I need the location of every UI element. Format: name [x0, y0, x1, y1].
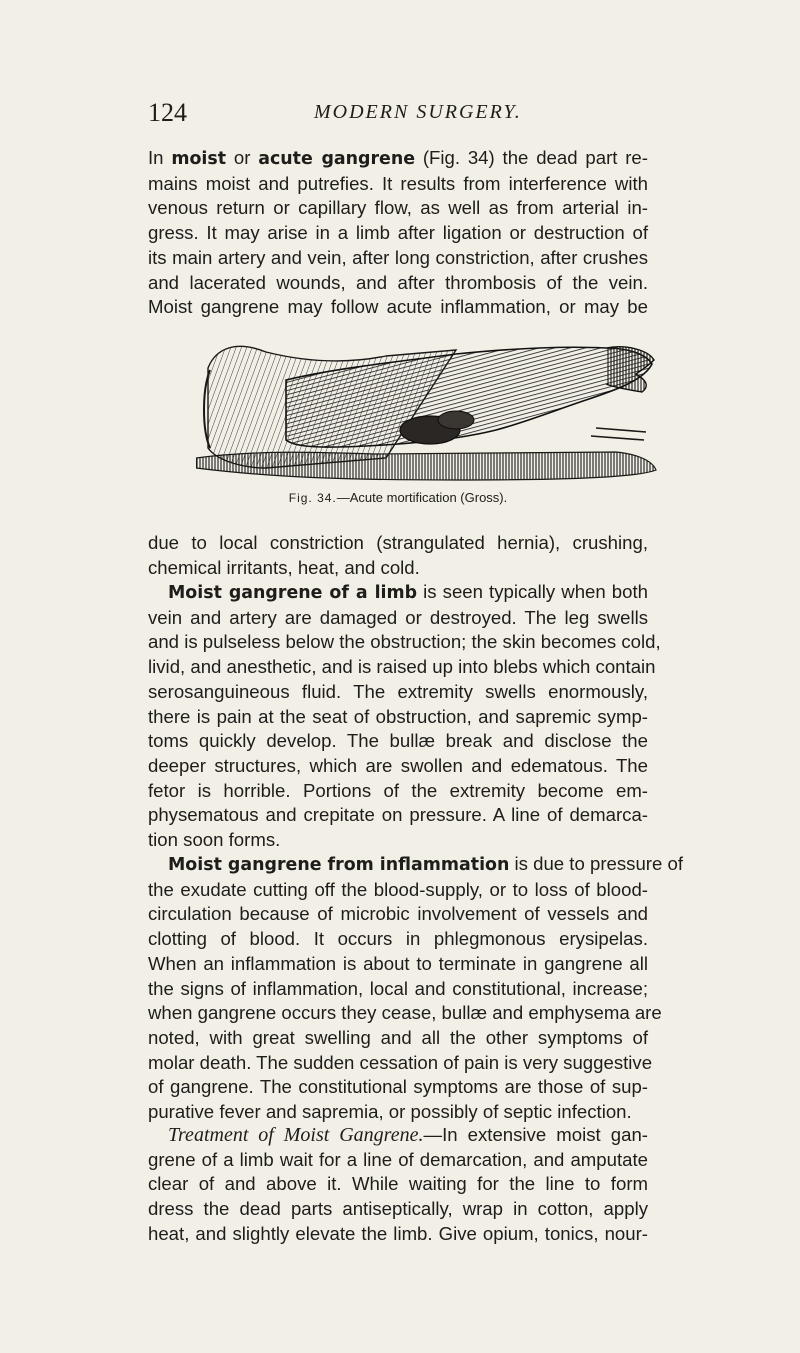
paragraph-moist-gangrene-intro [148, 146, 648, 320]
text-line: clotting of blood. It occurs in phlegmonous erysipelas. [148, 928, 648, 950]
text-line: Moist gangrene of a limb is seen typically when both [168, 581, 648, 603]
bleb-shape [438, 411, 474, 429]
text-line: clear of and above it. While waiting for the line to form [148, 1173, 648, 1195]
paragraph-treatment [148, 1123, 648, 1247]
text-line: Treatment of Moist Gangrene.—In extensive moist gan- [168, 1124, 648, 1146]
text-line: toms quickly develop. The bullæ break and disclose the [148, 730, 648, 752]
text-line: when gangrene occurs they cease, bullæ and emphysema are [148, 1002, 662, 1024]
text-line: noted, with great swelling and all the other symptoms of [148, 1026, 648, 1048]
text-line: chemical irritants, heat, and cold. [148, 556, 420, 578]
text-line: of gangrene. The constitutional symptoms are those of sup- [148, 1076, 648, 1098]
text-line: purative fever and sapremia, or possibly of septic infection. [148, 1101, 632, 1123]
text-line: deeper structures, which are swollen and edematous. The [148, 754, 648, 776]
text-line: and lacerated wounds, and after thrombosis of the vein. [148, 271, 648, 293]
text-line: molar death. The sudden cessation of pain is very suggestive [148, 1051, 653, 1073]
heel-line [596, 428, 646, 432]
text-line: the exudate cutting off the blood-supply, or to loss of blood- [148, 878, 648, 900]
text-line: gress. It may arise in a limb after ligation or destruction of [148, 222, 648, 244]
text-line: mains moist and putrefies. It results from interference with [148, 172, 648, 194]
text-line: serosanguineous fluid. The extremity swells enormously, [148, 680, 648, 702]
text-line: there is pain at the seat of obstruction, and sapremic symp- [148, 705, 648, 727]
text-line: Moist gangrene may follow acute inflammation, or may be [148, 296, 648, 318]
text-line: vein and artery are damaged or destroyed. The leg swells [148, 606, 648, 628]
sheet-shape [196, 452, 656, 480]
figure-label: Fig. 34. [288, 491, 337, 505]
page-number: 124 [148, 98, 187, 127]
paragraph-moist-gangrene-limb [148, 580, 661, 853]
text-line: heat, and slightly elevate the limb. Give opium, tonics, nour- [148, 1222, 648, 1244]
text-line: dress the dead parts antiseptically, wrap in cotton, apply [148, 1198, 648, 1220]
text-line: venous return or capillary flow, as well as from arterial in- [148, 197, 648, 219]
text-line: the signs of inflammation, local and constitutional, increase; [148, 977, 648, 999]
text-line: physematous and crepitate on pressure. A line of demarca- [148, 804, 648, 826]
italic-heading: Treatment of Moist Gangrene. [168, 1124, 424, 1146]
text-line: Moist gangrene from inflammation is due to pressure of [168, 853, 683, 875]
page-header [148, 98, 648, 138]
text-line: livid, and anesthetic, and is raised up into blebs which contain [148, 656, 656, 678]
text-line: fetor is horrible. Portions of the extremity become em- [148, 779, 648, 801]
bold-term: Moist gangrene of a limb [168, 583, 418, 603]
text-line: circulation because of microbic involvement of vessels and [148, 903, 648, 925]
bold-term: moist [171, 149, 227, 169]
text-line: tion soon forms. [148, 829, 281, 851]
figure-caption-text: —Acute mortification (Gross). [336, 490, 508, 505]
text-line: its main artery and vein, after long constriction, after crushes [148, 246, 648, 268]
text-line: due to local constriction (strangulated hernia), crushing, [148, 532, 648, 553]
figure-leg-illustration [196, 340, 658, 486]
running-head: MODERN SURGERY. [314, 101, 522, 123]
text-line: In moist or acute gangrene (Fig. 34) the dead part re- [148, 147, 648, 169]
paragraph-gangrene-from-inflammation [148, 852, 683, 1125]
heel-line [591, 436, 644, 440]
paragraph-continuation [148, 531, 648, 580]
text-line: grene of a limb wait for a line of demarcation, and amputate [148, 1148, 648, 1170]
bold-term: acute gangrene [258, 149, 416, 169]
figure-caption [148, 490, 648, 505]
text-line: and is pulseless below the obstruction; the skin becomes cold, [148, 631, 661, 653]
bold-term: Moist gangrene from inflammation [168, 855, 510, 875]
text-line: When an inflammation is about to terminate in gangrene all [148, 952, 648, 974]
